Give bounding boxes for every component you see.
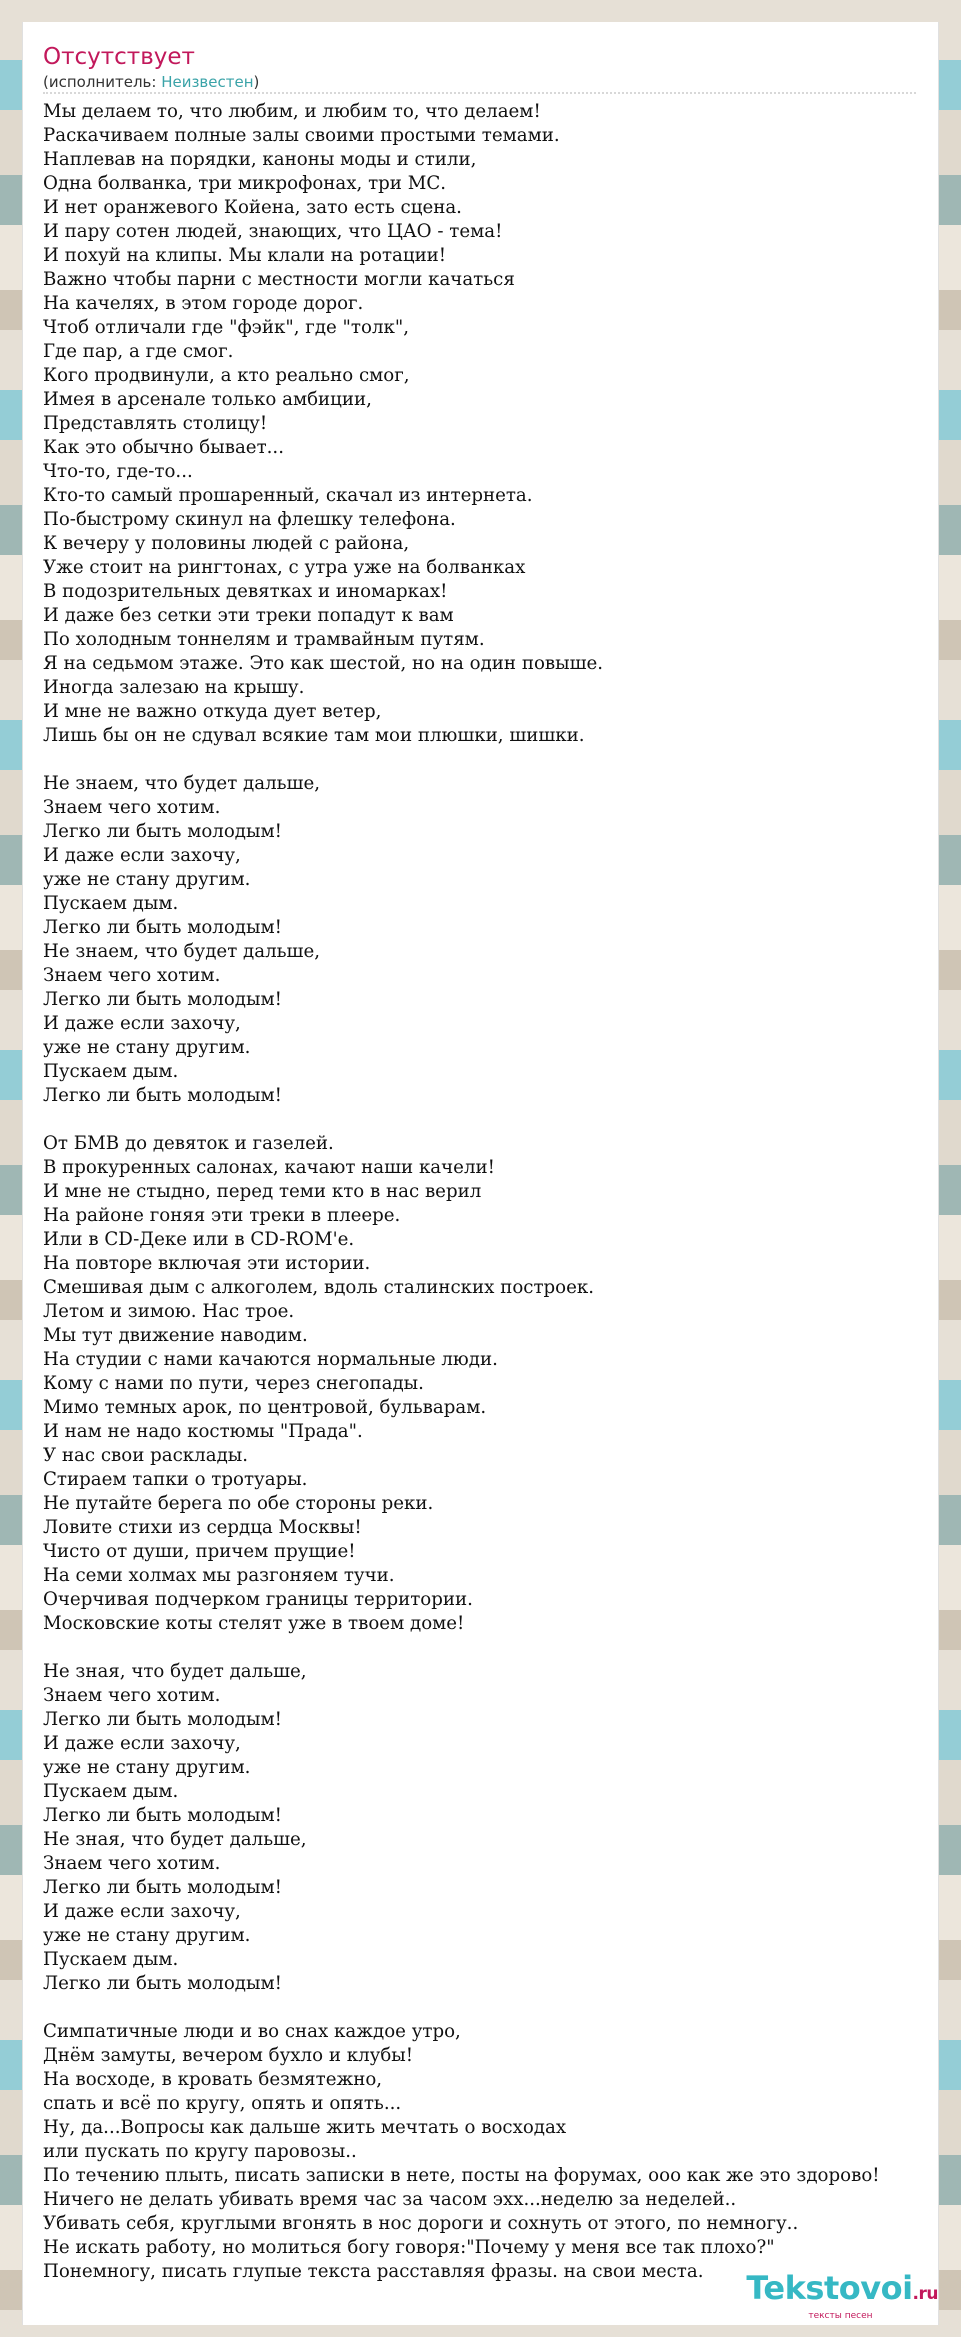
lyric-line: Знаем чего хотим. — [43, 1853, 221, 1874]
lyric-line: Легко ли быть молодым! — [43, 917, 282, 938]
logo-tagline: тексты песен — [808, 2311, 873, 2321]
lyric-line: Пускаем дым. — [43, 1061, 179, 1082]
lyric-line: Не зная, что будет дальше, — [43, 1661, 307, 1682]
site-logo[interactable] — [746, 2271, 938, 2321]
lyric-line: Кому с нами по пути, через снегопады. — [43, 1373, 424, 1394]
lyric-line: Наплевав на порядки, каноны моды и стили, — [43, 149, 477, 170]
lyric-line: Легко ли быть молодым! — [43, 1709, 282, 1730]
lyric-line: Что-то, где-то... — [43, 461, 193, 482]
lyric-line: По течению плыть, писать записки в нете, посты на форумах, ооо как же это здорово! — [43, 2165, 880, 2186]
lyric-line: На повторе включая эти истории. — [43, 1253, 371, 1274]
lyric-line: По-быстрому скинул на флешку телефона. — [43, 509, 456, 530]
lyric-line: Пускаем дым. — [43, 1949, 179, 1970]
lyric-line: или пускать по кругу паровозы.. — [43, 2141, 357, 2162]
lyric-line: Одна болванка, три микрофонах, три МС. — [43, 173, 447, 194]
lyric-line: Чисто от души, причем прущие! — [43, 1541, 356, 1562]
lyric-line: На семи холмах мы разгоняем тучи. — [43, 1565, 395, 1586]
song-title: Отсутствует — [43, 44, 195, 70]
lyric-line: спать и всё по кругу, опять и опять... — [43, 2093, 402, 2114]
lyric-line: Иногда залезаю на крышу. — [43, 677, 305, 698]
lyric-line: Мы тут движение наводим. — [43, 1325, 308, 1346]
lyric-line: Кто-то самый прошаренный, скачал из интернета. — [43, 485, 533, 506]
stanza-break — [43, 1996, 938, 2020]
lyric-line: От БМВ до девяток и газелей. — [43, 1133, 334, 1154]
lyric-line: Днём замуты, вечером бухло и клубы! — [43, 2045, 414, 2066]
lyric-line: Мы делаем то, что любим, и любим то, что делаем! — [43, 101, 541, 122]
lyric-line: На студии с нами качаются нормальные люди. — [43, 1349, 498, 1370]
lyric-line: уже не стану другим. — [43, 1757, 251, 1778]
lyric-line: И даже если захочу, — [43, 1013, 241, 1034]
lyric-line: уже не стану другим. — [43, 869, 251, 890]
stanza-break — [43, 1636, 938, 1660]
lyric-line: Не искать работу, но молиться богу говоря:"Почему у меня все так плохо?" — [43, 2237, 775, 2258]
artist-suffix: ) — [253, 73, 260, 91]
lyric-line: уже не стану другим. — [43, 1037, 251, 1058]
lyric-line: Я на седьмом этаже. Это как шестой, но на один повыше. — [43, 653, 604, 674]
lyric-line: Летом и зимою. Нас трое. — [43, 1301, 295, 1322]
lyric-line: Легко ли быть молодым! — [43, 1973, 282, 1994]
lyric-line: Убивать себя, круглыми вгонять в нос дороги и сохнуть от этого, по немногу.. — [43, 2213, 799, 2234]
artist-line — [43, 72, 259, 92]
lyric-line: И даже если захочу, — [43, 845, 241, 866]
lyric-line: Где пар, а где смог. — [43, 341, 234, 362]
lyric-line: Знаем чего хотим. — [43, 965, 221, 986]
lyric-line: Ну, да...Вопросы как дальше жить мечтать о восходах — [43, 2117, 567, 2138]
artist-link[interactable]: Неизвестен — [161, 73, 254, 91]
lyric-line: Кого продвинули, а кто реально смог, — [43, 365, 410, 386]
lyric-line: Московские коты стелят уже в твоем доме! — [43, 1613, 465, 1634]
lyric-line: Уже стоит на рингтонах, с утра уже на болванках — [43, 557, 526, 578]
logo-suffix: .ru — [912, 2284, 938, 2304]
lyric-line: И мне не важно откуда дует ветер, — [43, 701, 382, 722]
lyric-line: Легко ли быть молодым! — [43, 1085, 282, 1106]
lyric-line: Имея в арсенале только амбиции, — [43, 389, 372, 410]
lyric-line: На районе гоняя эти треки в плеере. — [43, 1205, 401, 1226]
lyric-line: И пару сотен людей, знающих, что ЦАО - тема! — [43, 221, 503, 242]
lyric-line: Очерчивая подчерком границы территории. — [43, 1589, 473, 1610]
lyric-line: И нет оранжевого Койена, зато есть сцена. — [43, 197, 462, 218]
logo-wordmark — [746, 2271, 938, 2311]
lyric-line: Лишь бы он не сдувал всякие там мои плюшки, шишки. — [43, 725, 585, 746]
lyric-line: У нас свои расклады. — [43, 1445, 249, 1466]
lyric-line: уже не стану другим. — [43, 1925, 251, 1946]
lyric-line: И даже без сетки эти треки попадут к вам — [43, 605, 454, 626]
lyric-line: На качелях, в этом городе дорог. — [43, 293, 364, 314]
lyric-line: В подозрительных девятках и иномарках! — [43, 581, 448, 602]
title-divider — [43, 92, 916, 94]
lyric-line: Раскачиваем полные залы своими простыми темами. — [43, 125, 560, 146]
lyric-line: Пускаем дым. — [43, 893, 179, 914]
lyric-line: Как это обычно бывает... — [43, 437, 284, 458]
lyric-line: Пускаем дым. — [43, 1781, 179, 1802]
lyric-line: Легко ли быть молодым! — [43, 821, 282, 842]
lyric-line: И мне не стыдно, перед теми кто в нас верил — [43, 1181, 482, 1202]
lyric-line: Стираем тапки о тротуары. — [43, 1469, 308, 1490]
lyrics-text — [43, 100, 938, 2284]
lyric-line: И нам не надо костюмы "Прада". — [43, 1421, 363, 1442]
lyric-line: Не путайте берега по обе стороны реки. — [43, 1493, 434, 1514]
lyric-line: Легко ли быть молодым! — [43, 989, 282, 1010]
lyric-line: Смешивая дым с алкоголем, вдоль сталинских построек. — [43, 1277, 595, 1298]
lyric-line: Легко ли быть молодым! — [43, 1877, 282, 1898]
artist-prefix: (исполнитель: — [43, 73, 162, 91]
lyric-line: Не зная, что будет дальше, — [43, 1829, 307, 1850]
lyric-line: Симпатичные люди и во снах каждое утро, — [43, 2021, 461, 2042]
stanza-break — [43, 1108, 938, 1132]
logo-main-text: Tekstovoi — [746, 2269, 913, 2307]
lyric-line: Понемногу, писать глупые текста расставляя фразы. на свои места. — [43, 2261, 704, 2282]
lyric-line: Легко ли быть молодым! — [43, 1805, 282, 1826]
lyric-line: Важно чтобы парни с местности могли качаться — [43, 269, 515, 290]
lyric-line: И даже если захочу, — [43, 1901, 241, 1922]
lyric-line: Чтоб отличали где "фэйк", где "толк", — [43, 317, 410, 338]
lyric-line: Ничего не делать убивать время час за часом эхх...неделю за неделей.. — [43, 2189, 737, 2210]
lyric-line: К вечеру у половины людей с района, — [43, 533, 410, 554]
stanza-break — [43, 748, 938, 772]
lyric-line: На восходе, в кровать безмятежно, — [43, 2069, 383, 2090]
lyric-line: Представлять столицу! — [43, 413, 268, 434]
lyric-line: Или в CD-Деке или в CD-ROM'е. — [43, 1229, 355, 1250]
lyric-line: Не знаем, что будет дальше, — [43, 941, 320, 962]
lyric-line: Мимо темных арок, по центровой, бульварам. — [43, 1397, 487, 1418]
lyrics-page — [22, 22, 939, 2325]
lyric-line: По холодным тоннелям и трамвайным путям. — [43, 629, 485, 650]
lyric-line: В прокуренных салонах, качают наши качели! — [43, 1157, 495, 1178]
lyric-line: И даже если захочу, — [43, 1733, 241, 1754]
lyric-line: Знаем чего хотим. — [43, 1685, 221, 1706]
lyric-line: Знаем чего хотим. — [43, 797, 221, 818]
lyric-line: Ловите стихи из сердца Москвы! — [43, 1517, 362, 1538]
lyric-line: И похуй на клипы. Мы клали на ротации! — [43, 245, 447, 266]
lyric-line: Не знаем, что будет дальше, — [43, 773, 320, 794]
